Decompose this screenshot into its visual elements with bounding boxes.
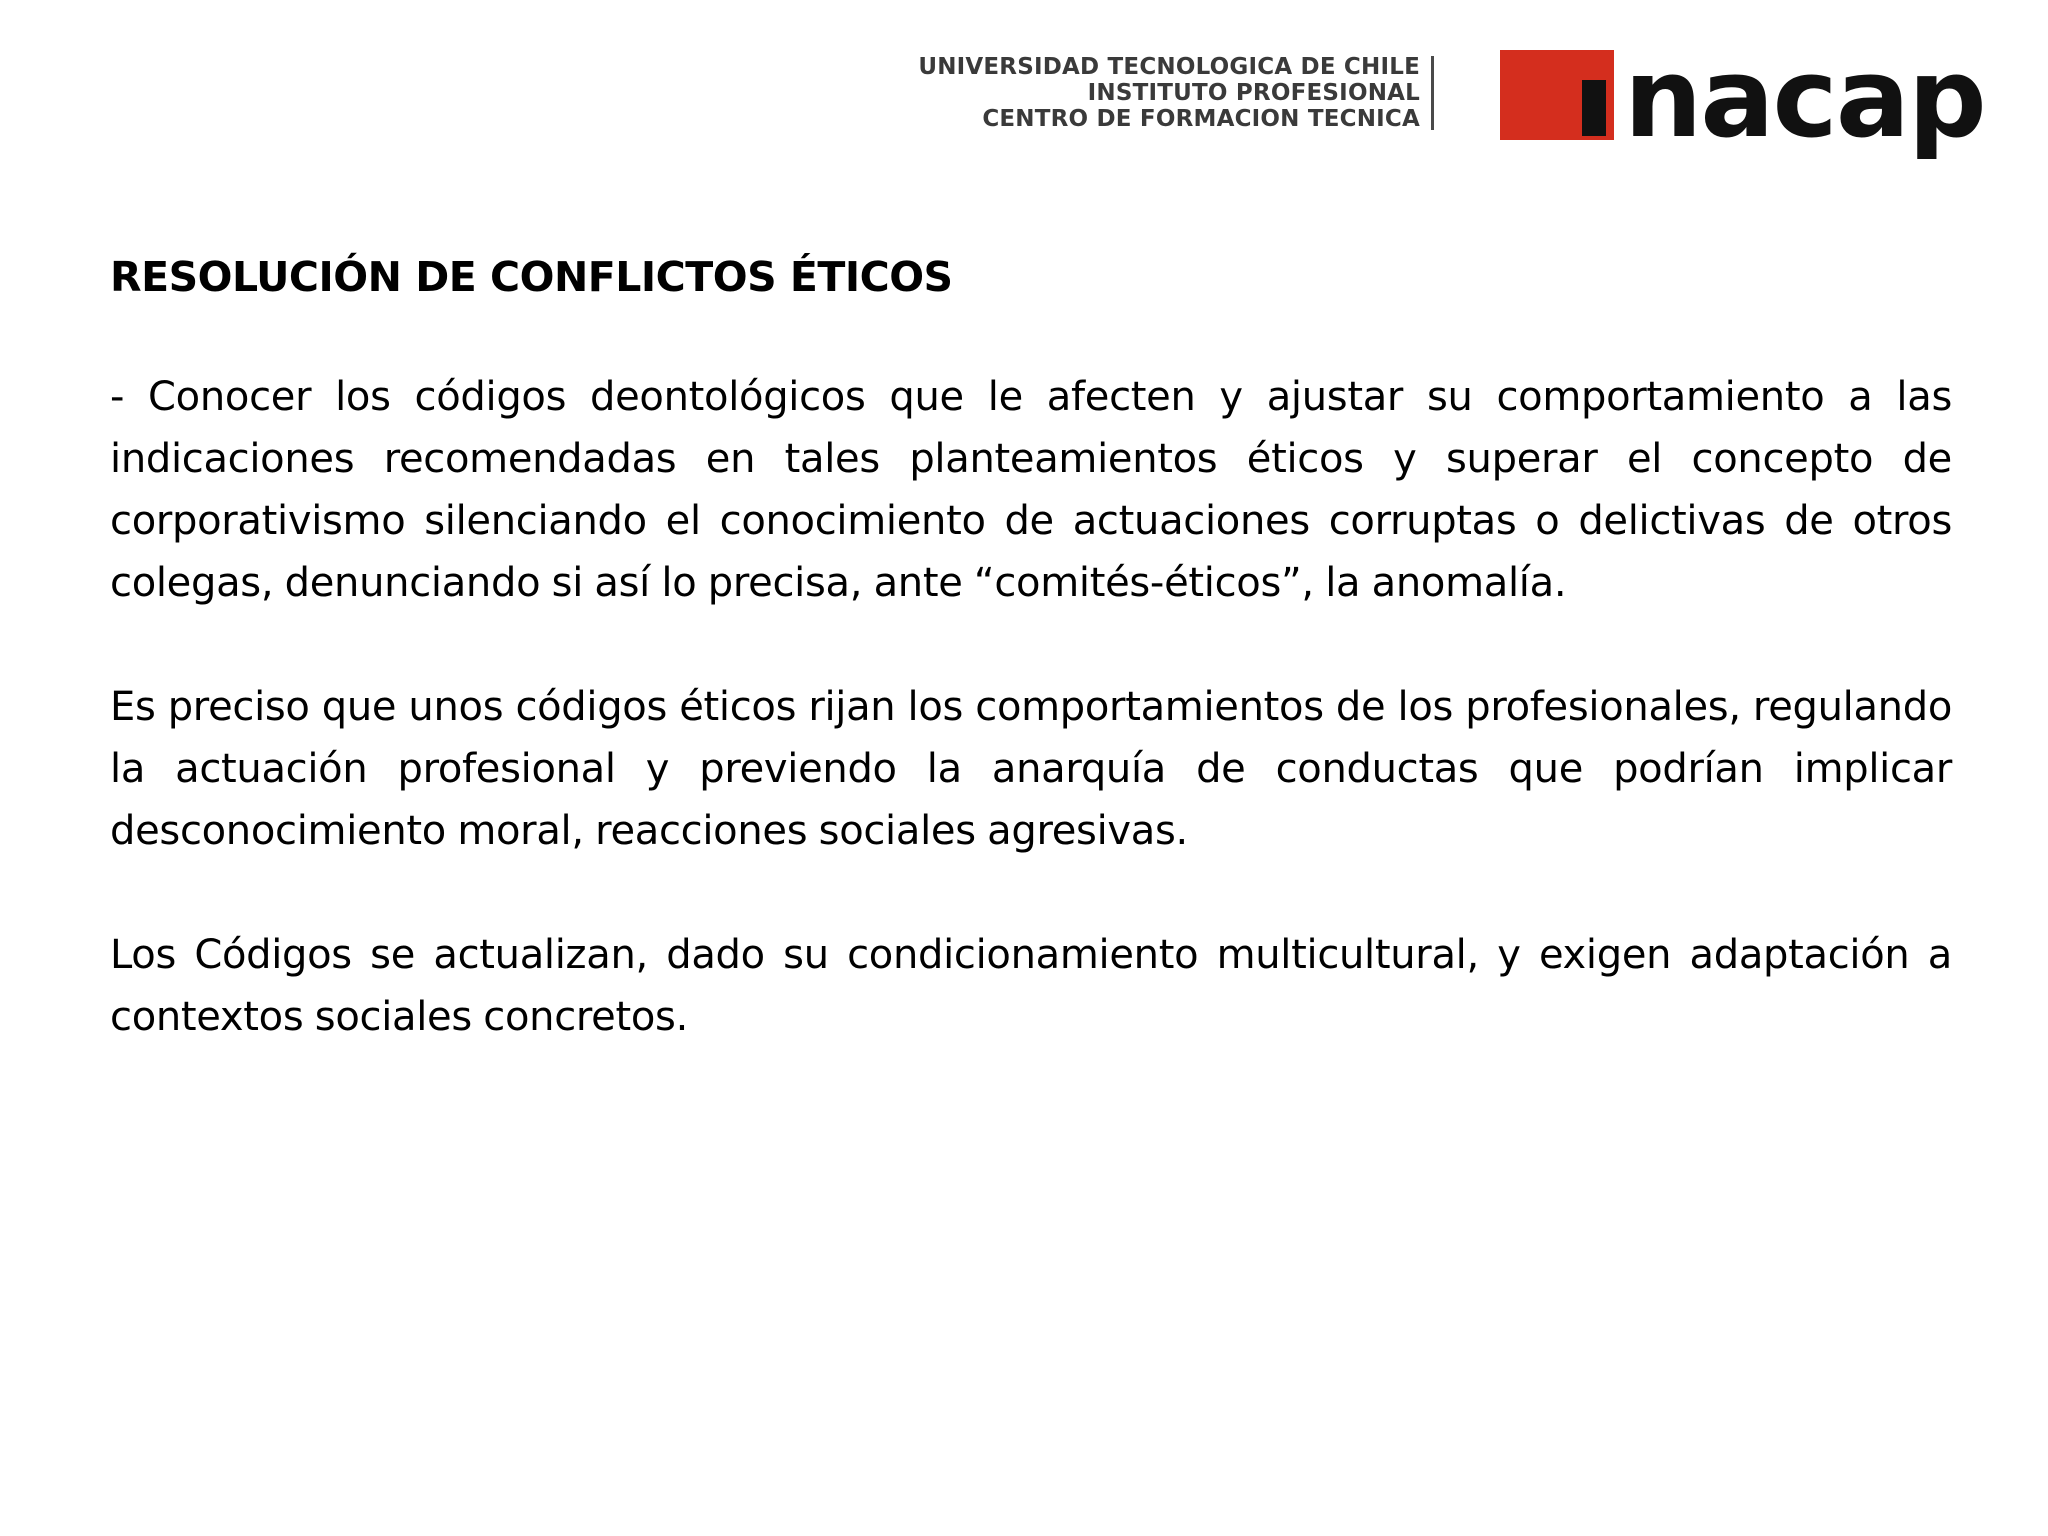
institution-line-cft: CENTRO DE FORMACION TECNICA — [982, 106, 1420, 132]
paragraph-actualizacion-codigos: Los Códigos se actualizan, dado su condicionamiento multicultural, y exigen adaptación a contextos sociales concretos. — [110, 932, 1952, 1040]
inacap-logo — [1500, 50, 2040, 170]
slide-content — [110, 246, 1952, 1110]
institution-name — [820, 54, 1420, 132]
paragraph-codigos-deontologicos: - Conocer los códigos deontológicos que le afecten y ajustar su comportamiento a las indicaciones recomendadas en tales planteamientos éticos y superar el concepto de corporativismo silenciando el conocimiento de actuaciones corruptas o delictivas de otros colegas, denunciando si así lo precisa, ante “comités-éticos”, la anomalía. — [110, 374, 1952, 606]
header — [820, 50, 2040, 170]
logo-i-stem — [1582, 80, 1606, 136]
institution-line-institute: INSTITUTO PROFESIONAL — [1087, 80, 1420, 106]
inacap-logo-graphic — [1500, 50, 2040, 170]
institution-line-university: UNIVERSIDAD TECNOLOGICA DE CHILE — [918, 54, 1420, 80]
header-divider — [1431, 56, 1434, 130]
paragraph-codigos-eticos: Es preciso que unos códigos éticos rijan los comportamientos de los profesionales, regulando la actuación profesional y previendo la anarquía de conductas que podrían implicar desconocimiento moral, reacciones sociales agresivas. — [110, 684, 1952, 854]
logo-wordmark: nacap — [1624, 50, 1985, 162]
slide-title: RESOLUCIÓN DE CONFLICTOS ÉTICOS — [110, 253, 953, 301]
